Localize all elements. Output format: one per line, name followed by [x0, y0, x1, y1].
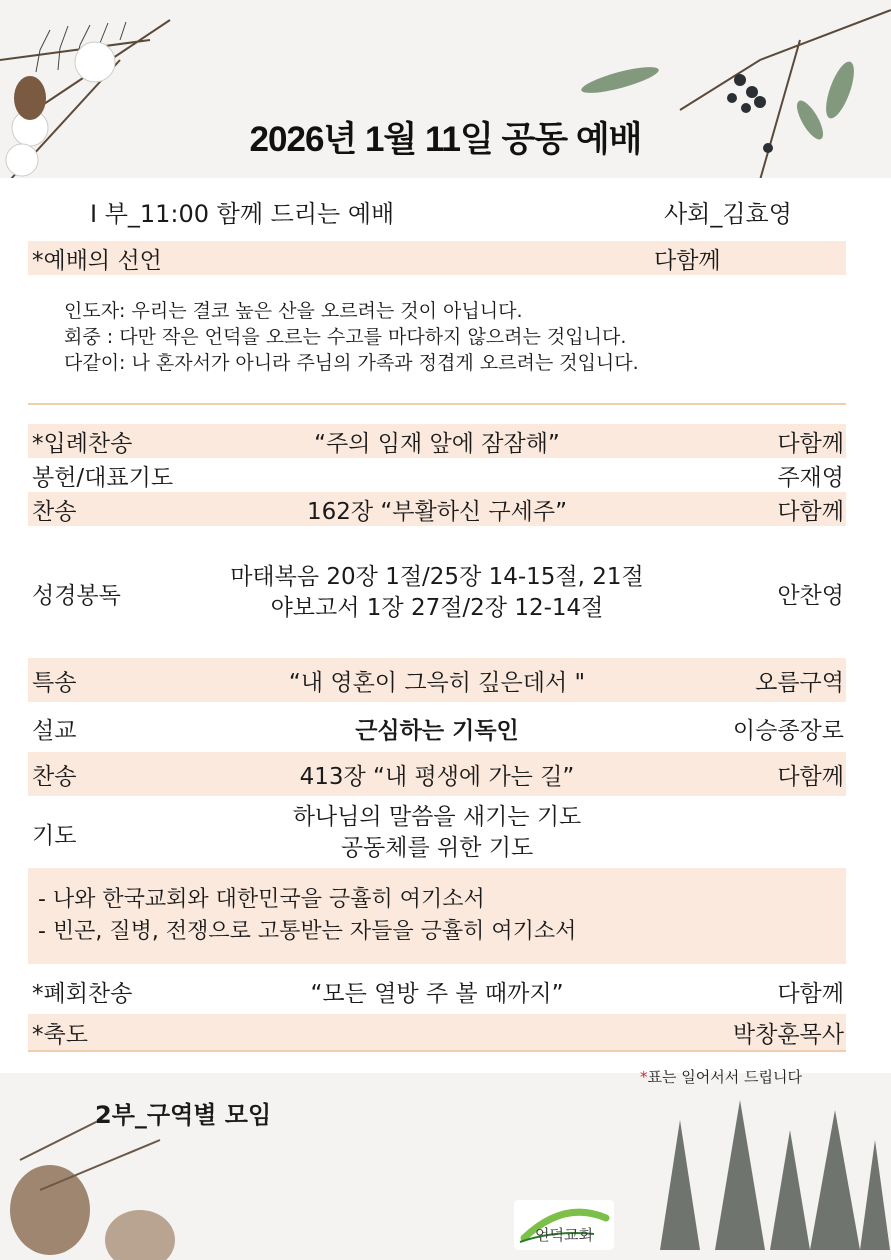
church-logo — [514, 1200, 614, 1250]
row-who: 이승종장로 — [732, 717, 844, 744]
row-label: 찬송 — [32, 498, 77, 525]
divider — [28, 1050, 846, 1052]
order-row — [28, 658, 846, 702]
service-leader: 사회_김효영 — [664, 200, 792, 228]
prayer-topic-2: 공동체를 위한 기도 — [340, 835, 534, 861]
row-content: “주의 임재 앞에 잠잠해” — [314, 430, 560, 457]
row-who: 다함께 — [777, 763, 844, 790]
church-logo-icon — [514, 1200, 614, 1250]
row-label: *예배의 선언 — [32, 247, 162, 274]
note-text: 표는 일어서서 드립니다 — [647, 1068, 802, 1086]
row-who: 다함께 — [777, 498, 844, 525]
note-star: * — [640, 1068, 648, 1086]
row-label: 성경봉독 — [32, 582, 121, 609]
prayer-item: - 빈곤, 질병, 전쟁으로 고통받는 자들을 긍휼히 여기소서 — [38, 919, 577, 944]
divider — [28, 403, 846, 405]
row-label: 특송 — [32, 669, 77, 696]
row-who: 오름구역 — [755, 669, 844, 696]
closing-row — [28, 970, 846, 1012]
row-who: 주재영 — [777, 464, 844, 491]
part2-heading: 2부_구역별 모임 — [95, 1101, 272, 1129]
row-content — [28, 800, 846, 866]
closing-row — [28, 1014, 846, 1050]
row-content: 162장 “부활하신 구세주” — [306, 498, 568, 525]
reading-line-congregation: 회중 : 다만 작은 언덕을 오르는 수고를 마다하지 않으려는 것입니다. — [64, 326, 627, 348]
sermon-title: 근심하는 기독인 — [355, 717, 519, 744]
row-content: 413장 “내 평생에 가는 길” — [299, 763, 575, 790]
row-content — [28, 558, 846, 628]
row-label: 봉헌/대표기도 — [32, 464, 174, 491]
order-row — [28, 492, 846, 526]
row-who: 박창훈목사 — [732, 1021, 844, 1048]
row-label: 설교 — [32, 717, 77, 744]
row-label: *축도 — [32, 1021, 88, 1048]
page-title: 2026년 1월 11일 공동 예배 — [249, 120, 642, 159]
order-row — [28, 424, 846, 458]
row-who: 다함께 — [777, 980, 844, 1007]
order-row — [28, 558, 846, 628]
order-row — [28, 752, 846, 796]
call-to-worship-row — [28, 241, 846, 275]
row-who: 다함께 — [777, 430, 844, 457]
row-who: 다함께 — [654, 247, 721, 274]
scripture-reading-2: 야보고서 1장 27절/2장 12-14절 — [270, 595, 604, 621]
pine-trees-decoration-icon — [620, 1100, 891, 1260]
order-row — [28, 458, 846, 492]
scripture-reading-1: 마태복음 20장 1절/25장 14-15절, 21절 — [230, 564, 644, 590]
row-who: 안찬영 — [777, 582, 844, 609]
reading-line-leader: 인도자: 우리는 결코 높은 산을 오르려는 것이 아닙니다. — [64, 300, 523, 322]
prayer-topic-1: 하나님의 말씀을 새기는 기도 — [292, 804, 582, 830]
row-label: 기도 — [32, 822, 77, 849]
row-label: *폐회찬송 — [32, 980, 133, 1007]
order-row — [28, 800, 846, 866]
row-content: “내 영혼이 그윽히 깊은데서 " — [288, 669, 586, 696]
row-content: “모든 열방 주 볼 때까지” — [310, 980, 564, 1007]
prayer-items — [38, 884, 576, 948]
standing-note — [640, 1066, 802, 1087]
row-label: *입례찬송 — [32, 430, 133, 457]
responsive-reading — [64, 298, 639, 376]
order-row — [28, 706, 846, 750]
part1-heading: I 부_11:00 함께 드리는 예배 — [90, 200, 395, 228]
row-label: 찬송 — [32, 763, 77, 790]
cotton-pine-decoration-icon — [0, 0, 200, 200]
prayer-item: - 나와 한국교회와 대한민국을 긍휼히 여기소서 — [38, 887, 485, 912]
church-logo-text: 언덕교회 — [535, 1226, 593, 1244]
reading-line-all: 다같이: 나 혼자서가 아니라 주님의 가족과 정겹게 오르려는 것입니다. — [64, 352, 639, 374]
